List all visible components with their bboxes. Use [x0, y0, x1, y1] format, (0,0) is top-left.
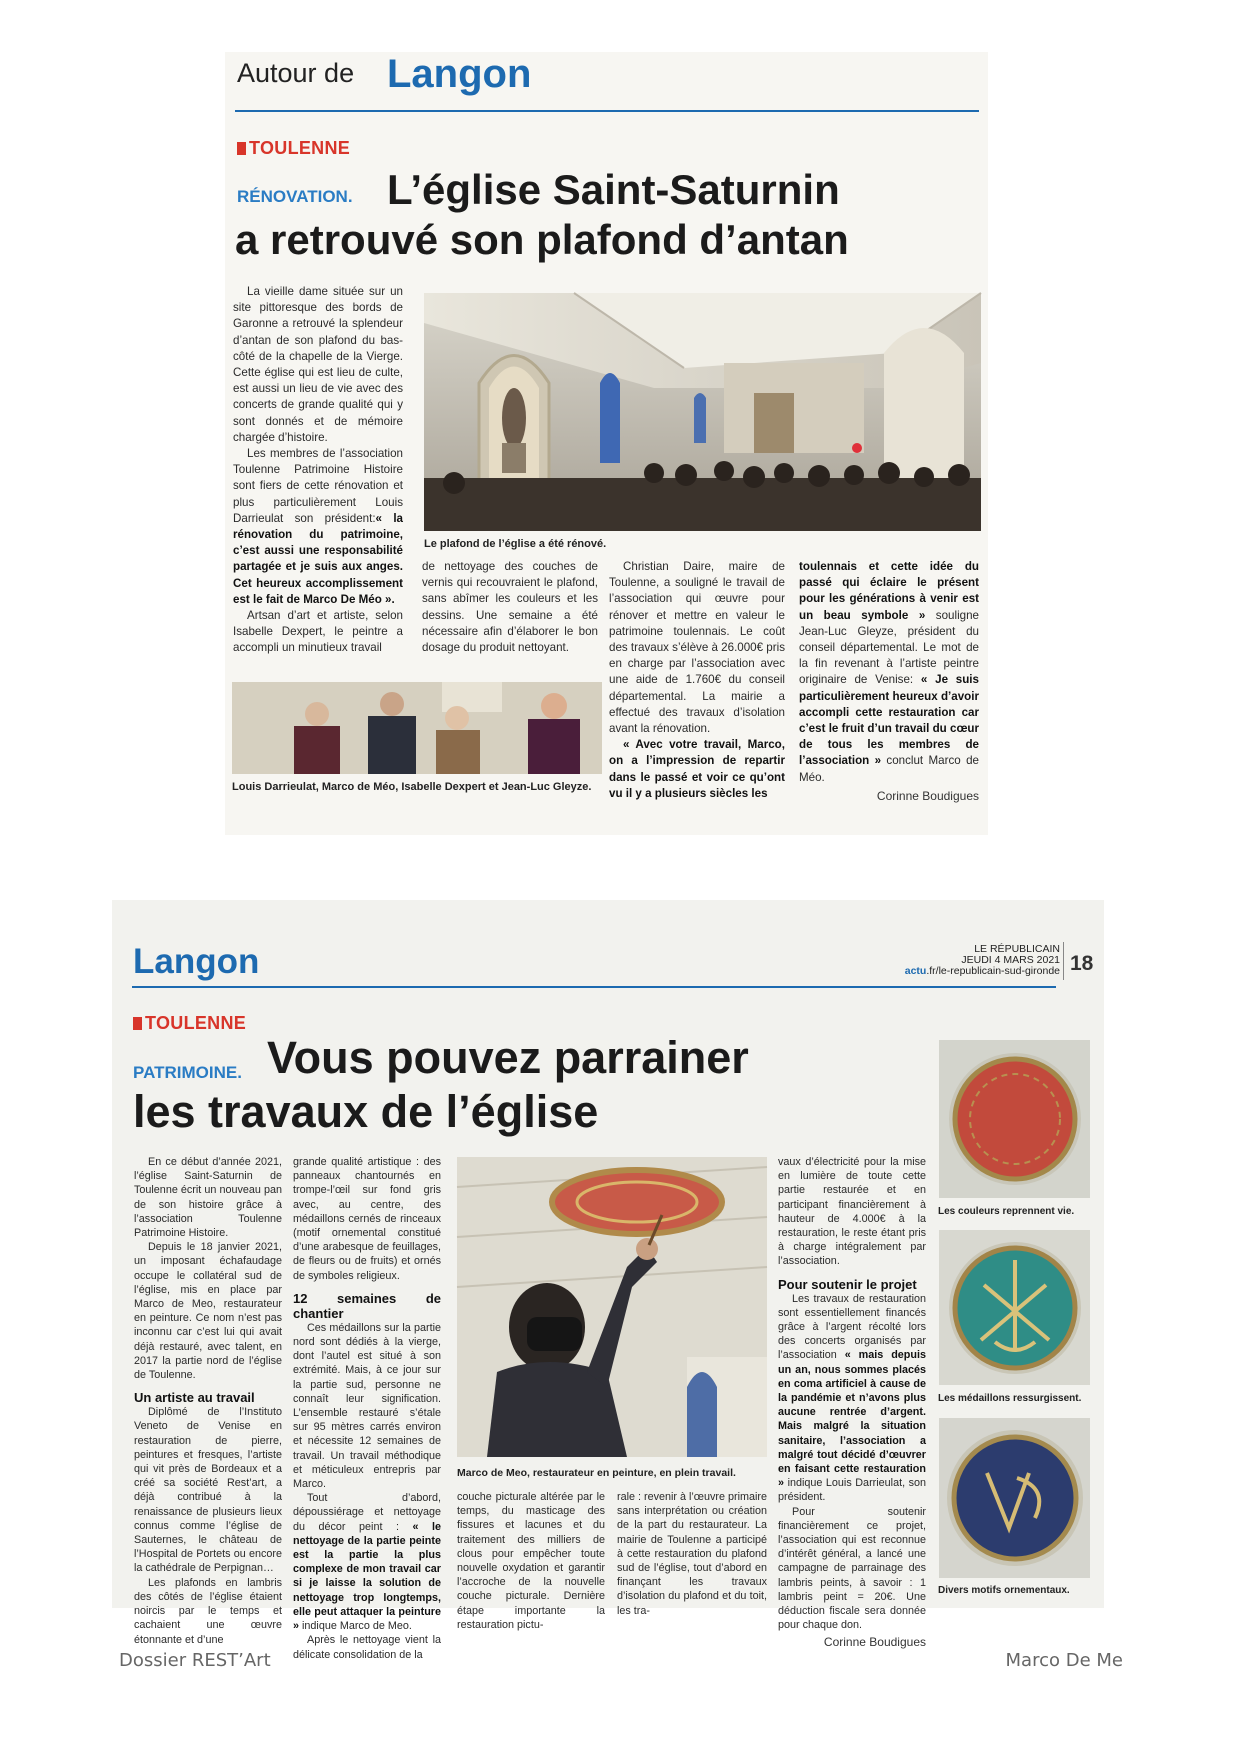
blue-medallion-photo [939, 1418, 1090, 1578]
masthead-date: JEUDI 4 MARS 2021 [961, 954, 1060, 966]
masthead-url-prefix: actu [904, 965, 927, 977]
article-column-2 [293, 1155, 442, 1661]
page-number: 18 [1070, 952, 1094, 975]
paragraph: rale : revenir à l’œuvre primaire sans interprétation ou création de la part du restaurateur. La mairie de Toulenne a participé à cette restauration du plafond sud de l’église, tout d’abord en finançant les travaux d’isolation du plafond et du toit, les tra- [617, 1491, 767, 1617]
article-column-1 [233, 284, 403, 674]
photo-caption: Les médaillons ressurgissent. [938, 1393, 1082, 1404]
headline-line-2: les travaux de l’église [133, 1086, 599, 1137]
paragraph: Depuis le 18 janvier 2021, un imposant échafaudage occupe le collatéral sud de l’église, mis en place par Marco de Meo, restaurateur en peinture. Ce nom n’est pas inconnu car c’est lui qui avait déjà restauré, avec talent, en 2017 la partie nord de l’église de Toulenne. [134, 1241, 282, 1382]
article-column-2 [422, 559, 598, 659]
masthead-paper: LE RÉPUBLICAIN [974, 943, 1060, 955]
paragraph: indique Louis Darrieulat, son président. [778, 1477, 927, 1504]
rubric: PATRIMOINE. [133, 1063, 242, 1082]
headline-line-1: Vous pouvez parrainer [267, 1032, 749, 1083]
paragraph: Diplômé de l’Instituto Veneto de Venise en restauration de pierre, peintures et fresques, l’artiste qui vit près de Bordeaux et a créé sa société Rest’art, a déjà contribué à la renaissance de plusieurs lieux connus comme l’église de Sauternes, le château de l’Hospital de Portets ou encore la cathédrale de Perpignan… [134, 1406, 282, 1575]
footer-left: Dossier REST’Art [119, 1650, 271, 1671]
section-rule [132, 986, 1056, 988]
group-photo [232, 682, 602, 774]
paragraph: Tout d’abord, dépoussiérage et nettoyage du décor peint : [293, 1492, 441, 1533]
kicker-label: TOULENNE [249, 138, 351, 158]
masthead-url: .fr/le-republicain-sud-gironde [926, 965, 1060, 977]
quote: « le nettoyage de la partie peinte est la partie la plus complexe de mon travail car si je laisse la solution de nettoyage trop longtemps, elle peut attaquer la peinture » [293, 1520, 442, 1633]
paragraph: Artsan d’art et artiste, selon Isabelle Dexpert, le peintre a accompli un minutieux travail [233, 609, 403, 655]
kicker [237, 138, 350, 159]
teal-medallion-photo [939, 1230, 1090, 1385]
article-column-4 [799, 559, 979, 823]
photo-caption: Marco de Meo, restaurateur en peinture, en plein travail. [457, 1467, 736, 1479]
article-column-4 [617, 1490, 767, 1617]
paragraph: Ces médaillons sur la partie nord sont dédiés à la vierge, dont l’autel est situé à son extrémité. Mais, à ce jour sur la partie sud, personne ne connaît leur signification. L’ensemble restauré s’étale sur 95 mètres carrés environ et nécessite 12 semaines de travail. Un travail méthodique et méticuleux entrepris par Marco. [293, 1321, 441, 1491]
author-signature: Corinne Boudigues [823, 1634, 926, 1649]
footer-right: Marco De Me [1005, 1650, 1123, 1671]
subheading: Pour soutenir le projet [778, 1276, 917, 1292]
church-interior-photo [424, 293, 981, 531]
kicker [133, 1013, 246, 1034]
photo-caption: Divers motifs ornementaux. [938, 1585, 1070, 1596]
quote: « mais depuis un an, nous sommes placés en coma artificiel à cause de la pandémie et n’avons plus aucune rentrée d’argent. Mais malgré la situation sanitaire, l’association a malgré tout décidé d’œuvrer en faisant cette restauration » [778, 1349, 926, 1490]
photo-caption: Les couleurs reprennent vie. [938, 1206, 1075, 1217]
paragraph: Pour soutenir financièrement ce projet, l’association qui est reconnue d’intérêt général, a lancé une campagne de parrainage des lambris peints, à savoir : 1 lambris peint = 20€. Une déduction fiscale sera donnée pour chaque don. [778, 1505, 926, 1632]
masthead [812, 944, 1060, 977]
rubric: RÉNOVATION. [237, 187, 353, 206]
section-rule [235, 110, 979, 112]
paragraph: La vieille dame située sur un site pittoresque des bords de Garonne a retrouvé la splendeur d’antan de son plafond du bas-côté de la chapelle de la Vierge. Cette église qui est lieu de culte, est aussi un lieu de vie avec des concerts de grande qualité qui y sont donnés et de mémoire chargée d’histoire. [233, 285, 403, 444]
headline-line-2: a retrouvé son plafond d’antan [235, 216, 849, 263]
paragraph: Les travaux de restauration sont essentiellement financés grâce à l’argent récolté lors des concerts organisés par l’association [778, 1292, 926, 1362]
article-column-1 [134, 1155, 282, 1646]
kicker-label: TOULENNE [145, 1013, 247, 1033]
photo-caption: Le plafond de l’église a été rénové. [424, 538, 607, 550]
paragraph: Les membres de l’association Toulenne Patrimoine Histoire sont fiers de cette rénovation et plus particulièrement Louis Darrieulat son président: [233, 447, 403, 525]
paragraph: indique Marco de Meo. [302, 1620, 412, 1633]
kicker-square-icon [133, 1017, 142, 1030]
quote: « la rénovation du patrimoine, c’est aussi une responsabilité partagée et je suis aux anges. Cet heureux accomplissement est le fait de Marco De Méo ». [233, 511, 403, 606]
section-name: Langon [133, 942, 260, 981]
article-column-3 [609, 559, 785, 813]
author-signature: Corinne Boudigues [876, 788, 979, 803]
paragraph: conclut Marco de Méo. [799, 754, 979, 784]
subheading: Un artiste au travail [134, 1390, 255, 1406]
article-column-5 [778, 1155, 927, 1649]
masthead-divider [1063, 942, 1064, 980]
paragraph: grande qualité artistique : des panneaux chantournés en trompe-l’œil sur fond gris avec, au centre, des médaillons cernés de rinceaux (motif ornemental constitué d’une arabesque de feuillages, de fleurs ou de fruits) et ornés de symboles religieux. [293, 1156, 441, 1282]
paragraph: Les plafonds en lambris des côtés de l’église étaient noircis par le temps et cachaient une œuvre étonnante et d’une [134, 1576, 282, 1646]
paragraph: Christian Daire, maire de Toulenne, a souligné le travail de l’association qui œuvre pour rénover et mettre en valeur le patrimoine toulennais. Le coût des travaux s’élève à 26.000€ pris en charge par l’association avec une aide de 1.760€ du conseil départemental. La mairie a effectué des travaux d’isolation avant la rénovation. [609, 560, 785, 736]
paragraph: souligne Jean-Luc Gleyze, président du conseil départemental. Le mot de la fin revenant à l’artiste peintre originaire de Venise: [799, 608, 979, 687]
article-column-3 [457, 1490, 605, 1631]
headline-line-1: L’église Saint-Saturnin [387, 166, 840, 213]
red-medallion-photo [939, 1040, 1090, 1198]
kicker-square-icon [237, 142, 246, 155]
paragraph: Après le nettoyage vient la délicate consolidation de la [293, 1634, 441, 1661]
subheading: 12 semaines de chantier [293, 1290, 441, 1321]
section-name: Langon [387, 52, 532, 96]
photo-caption: Louis Darrieulat, Marco de Méo, Isabelle Dexpert et Jean-Luc Gleyze. [232, 781, 592, 793]
quote: « Avec votre travail, Marco, on a l’impression de repartir dans le passé et voir ce qu’ont vu il y a plusieurs siècles les [609, 738, 785, 800]
paragraph: de nettoyage des couches de vernis qui recouvraient le plafond, sans abîmer les couleurs et les dessins. Une semaine a été nécessaire afin d’élaborer le bon dosage du produit nettoyant. [422, 560, 598, 655]
quote: « Je suis particulièrement heureux d’avoir accompli cette restauration car c’est le fruit d’un travail du cœur de tous les membres de l’association » [799, 673, 979, 768]
section-prefix: Autour de [237, 58, 355, 88]
quote: toulennais et cette idée du passé qui éclaire le présent pour les générations à venir est un beau symbole » [799, 560, 979, 622]
paragraph: vaux d’électricité pour la mise en lumière de toute cette partie restaurée et en participant financièrement à hauteur de 4.000€ à la restauration, le reste étant pris à charge intégralement par l’association. [778, 1156, 926, 1268]
restorer-photo [457, 1157, 767, 1457]
newspaper-clipping-1 [225, 52, 988, 835]
paragraph: En ce début d’année 2021, l’église Saint-Saturnin de Toulenne écrit un nouveau pan de son histoire grâce à l’association Toulenne Patrimoine Histoire. [134, 1156, 282, 1240]
paragraph: couche picturale altérée par le temps, du masticage des fissures et lacunes et du traitement des milliers de clous pour empêcher toute nouvelle oxydation et garantir l’accroche de la nouvelle couche picturale. Dernière étape importante la restauration pictu- [457, 1491, 605, 1631]
